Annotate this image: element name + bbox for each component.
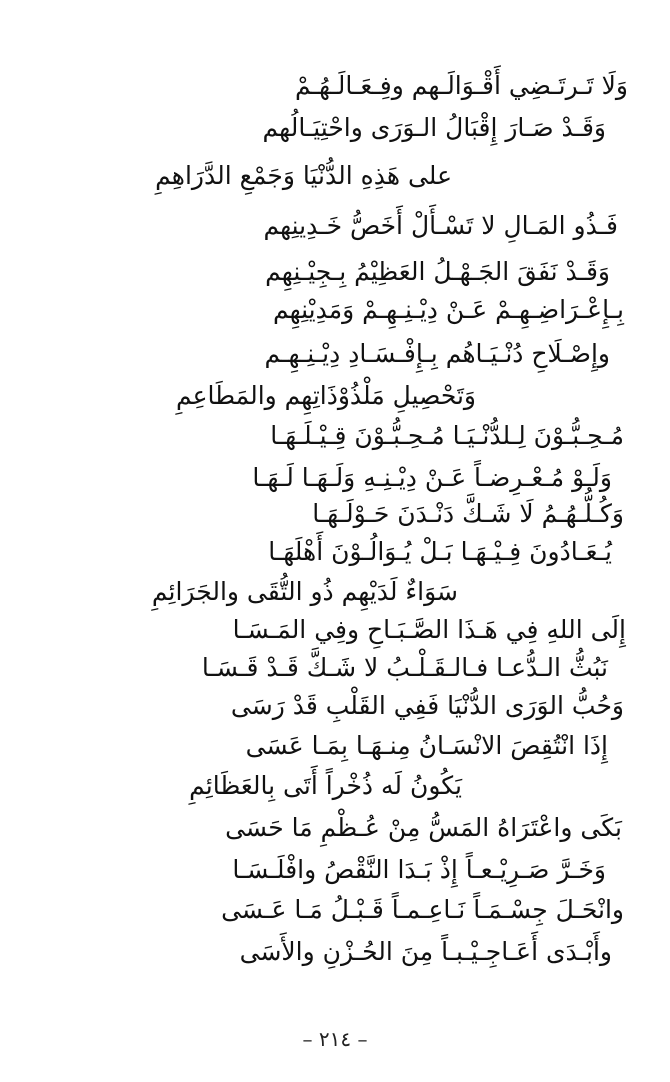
poem-line-19: بَكَى واعْتَرَاهُ المَسُّ مِنْ عُـظْمِ مَا حَسَى — [225, 813, 622, 842]
poem-line-12: يُـعَـادُونَ فِـيْـهَـا بَـلْ يُـوَالُـوْنَ أَهْلَهَـا — [268, 537, 612, 566]
poem-line-21: وانْحَـلَ جِسْـمَـاً نَـاعِـمـاً قَـبْـلُ مَـا عَـسَى — [221, 895, 624, 924]
poem-line-22: وأَبْـدَى أَعَـاجِـيْـبـاً مِنَ الحُـزْنِ والأَسَى — [239, 937, 612, 966]
poem-line-13: سَوَاءٌ لَدَيْهِم ذُو التُّقَى والجَرَائِمِ — [151, 577, 458, 606]
page-number: – ٢١٤ – — [302, 1027, 368, 1051]
poem-line-17: إِذَا انْتُقِصَ الانْسَـانُ مِنـهَـا بِمَـا عَسَى — [245, 731, 608, 760]
poem-line-7: وإِصْـلَاحِ دُنْـيَـاهُم بِـإِفْـسَـادِ دِيْـنِـهِـم — [264, 339, 610, 368]
poem-line-10: وَلَـوْ مُـعْـرِضـاً عَـنْ دِيْـنِـهِ وَلَـهَـا لَـهَـا — [252, 463, 612, 492]
poem-line-1: وَلَا تَـرتَـضِي أَقْـوَالَـهم وفِـعَـالَـهُـمْ — [294, 71, 628, 100]
poem-line-20: وَخَـرَّ صَـرِيْـعـاً إِذْ بَـدَا النَّقْصُ وافْلَـسَـا — [232, 855, 606, 884]
poem-line-5: وَقَـدْ نَفَقَ الجَـهْـلُ العَظِيْمُ بِـجِيْـنِهِم — [265, 257, 610, 286]
poem-line-14: إِلَى اللهِ فِي هَـذَا الصَّـبَـاحِ وفِي المَـسَـا — [232, 615, 626, 644]
poem-line-2: وَقَـدْ صَـارَ إِقْبَالُ الـوَرَى واحْتِيَـالُهم — [262, 113, 606, 142]
poem-line-9: مُـحِـبُّـوْنَ لِـلدُّنْـيَـا مُـحِـبُّـوْنَ قِـيْـلَـهَـا — [270, 421, 624, 450]
poem-line-3: على هَذِهِ الدُّنْيَا وَجَمْعِ الدَّرَاهِمِ — [155, 161, 452, 190]
poem-line-16: وَحُبُّ الوَرَى الدُّنْيَا فَفِي القَلْبِ قَدْ رَسَى — [230, 691, 624, 720]
poem-line-15: نَبُثُّ الـدُّعـا فـالـقَـلْـبُ لا شَـكَّ قَـدْ قَـسَـا — [201, 653, 608, 682]
poem-line-6: بِـإِعْـرَاضِـهِـمْ عَـنْ دِيْـنِـهِـمْ وَمَدِيْنِهِم — [272, 295, 624, 324]
poem-line-8: وَتَحْصِيلِ مَلْذُوْذَاتِهِم والمَطَاعِمِ — [175, 381, 476, 410]
poem-line-4: فَـذُو المَـالِ لا تَسْـأَلْ أَخَصُّ خَـدِينِهم — [263, 211, 618, 240]
poem-line-18: يَكُونُ لَه ذُخْراً أَتَى بِالعَظَائِمِ — [189, 771, 462, 800]
poem-line-11: وَكُـلُّـهُـمُ لَا شَـكَّ دَنْـدَنَ حَـوْلَـهَـا — [312, 499, 624, 528]
